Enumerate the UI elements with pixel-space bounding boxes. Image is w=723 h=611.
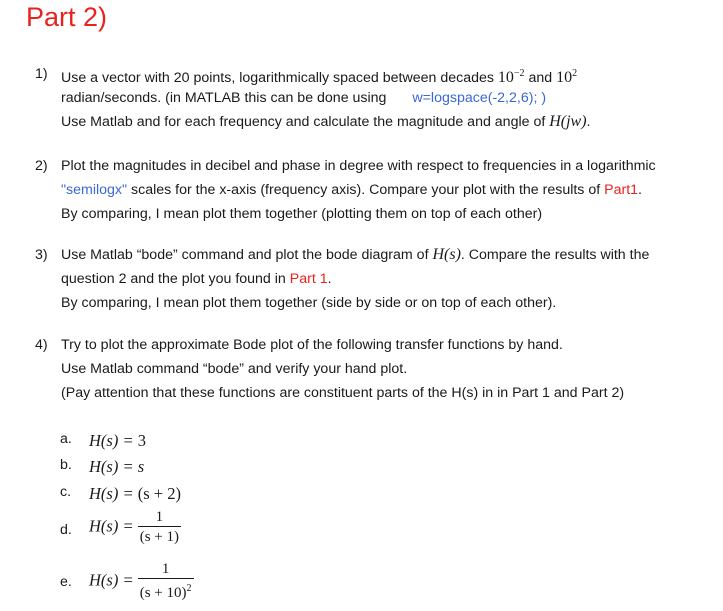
question-number: 1)	[35, 66, 48, 82]
part1-reference: Part1	[604, 182, 639, 198]
question-3-line-1	[61, 243, 649, 267]
fraction-numerator: 1	[161, 561, 170, 577]
fraction	[138, 560, 194, 603]
transfer-function	[89, 560, 194, 603]
question-4-line-3: (Pay attention that these functions are constituent parts of the H(s) in in Part 1 and Part 2)	[61, 385, 625, 401]
page-title: Part 2)	[26, 2, 108, 32]
subitem-letter: a.	[60, 431, 72, 447]
math-ten: 10	[556, 69, 573, 86]
text: .	[638, 182, 642, 198]
question-2-line-1: Plot the magnitudes in decibel and phase in degree with respect to frequencies in a logarithmic	[61, 158, 656, 174]
subitem-letter: b.	[60, 457, 72, 473]
formula-rhs: (s + 2)	[137, 484, 181, 503]
transfer-function	[89, 457, 144, 477]
math-hs: H(s)	[432, 246, 461, 263]
question-2-line-2	[61, 178, 642, 202]
semilogx-term: "semilogx"	[61, 182, 128, 198]
formula-lhs: H(s) =	[89, 516, 138, 536]
text: Use Matlab and for each frequency and calculate the magnitude and angle of	[61, 114, 550, 130]
subitem-letter: d.	[60, 522, 72, 538]
text: .	[586, 114, 591, 130]
text: .	[327, 271, 332, 287]
text: radian/seconds. (in MATLAB this can be done using	[61, 90, 391, 106]
subitem-letter: e.	[60, 574, 72, 590]
question-number: 4)	[35, 337, 48, 353]
math-exponent: −2	[513, 68, 525, 79]
matlab-code: w=logspace(-2,2,6); )	[412, 90, 547, 106]
fraction	[138, 508, 181, 547]
part1-reference: Part 1	[289, 271, 328, 287]
question-3-line-2	[61, 267, 332, 291]
formula-lhs: H(s) =	[89, 431, 138, 450]
question-1-line-2	[61, 86, 546, 110]
math-exponent: 2	[572, 68, 578, 79]
text: and	[524, 70, 557, 86]
transfer-function	[89, 484, 181, 504]
fraction-denominator	[138, 578, 194, 603]
subitem-letter: c.	[60, 484, 72, 500]
formula-rhs: s	[137, 457, 145, 476]
fraction-denominator: (s + 1)	[138, 526, 181, 547]
transfer-function	[89, 431, 146, 451]
text: . Compare the results with the	[460, 247, 650, 263]
formula-lhs: H(s) =	[89, 570, 138, 590]
formula-lhs: H(s) =	[89, 484, 138, 503]
text: Use Matlab “bode” command and plot the bode diagram of	[61, 247, 433, 263]
denominator-base: (s + 10)	[139, 585, 187, 601]
transfer-function	[89, 508, 181, 547]
text: question 2 and the plot you found in	[61, 271, 290, 287]
question-1-line-3	[61, 110, 591, 134]
question-4-line-2: Use Matlab command “bode” and verify your hand plot.	[61, 361, 408, 377]
math-hjw: H(jw)	[549, 113, 587, 130]
text: scales for the x-axis (frequency axis). Compare your plot with the results of	[127, 182, 605, 198]
question-number: 2)	[35, 158, 48, 174]
text: Use a vector with 20 points, logarithmically spaced between decades	[61, 70, 498, 86]
question-2-line-3: By comparing, I mean plot them together (plotting them on top of each other)	[61, 206, 543, 222]
question-number: 3)	[35, 247, 48, 263]
question-4-line-1: Try to plot the approximate Bode plot of the following transfer functions by hand.	[61, 337, 563, 353]
formula-lhs: H(s) =	[89, 457, 138, 476]
denominator-exponent: 2	[186, 583, 192, 594]
question-3-line-3: By comparing, I mean plot them together (side by side or on top of each other).	[61, 295, 557, 311]
formula-rhs: 3	[137, 431, 146, 450]
fraction-numerator: 1	[155, 509, 164, 525]
math-ten: 10	[497, 69, 514, 86]
